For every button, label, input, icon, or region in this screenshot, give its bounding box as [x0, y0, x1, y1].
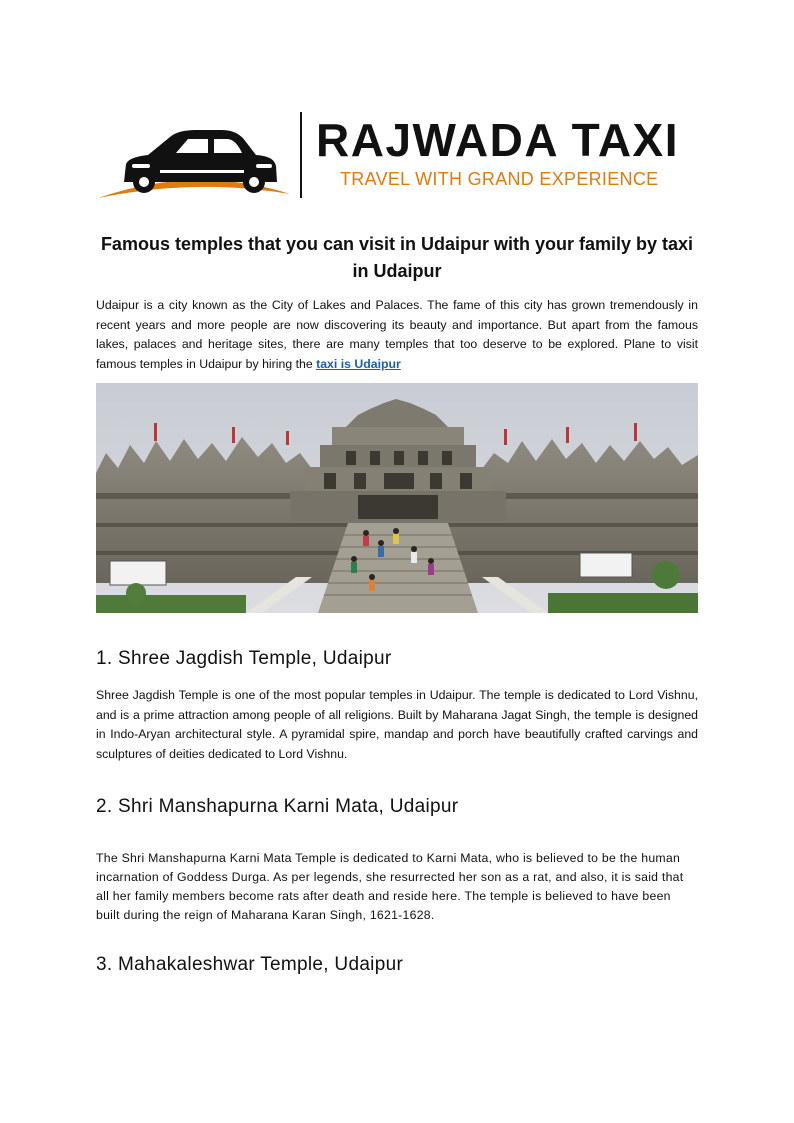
intro-paragraph: [96, 296, 698, 374]
section-body-jagdish: Shree Jagdish Temple is one of the most popular temples in Udaipur. The temple is dedicated to Lord Vishnu, and is a prime attraction among people of all religions. Built by Maharana Jagat Singh, the temple is designed in Indo-Aryan architectural style. A pyramidal spire, mandap and porch have beautifully crafted carvings and sculptures of deities dedicated to Lord Vishnu.: [96, 688, 698, 761]
taxi-udaipur-link[interactable]: taxi is Udaipur: [316, 356, 401, 371]
temple-photo: [96, 383, 698, 613]
section-heading-mahakaleshwar: 3. Mahakaleshwar Temple, Udaipur: [96, 954, 404, 975]
intro-text: Udaipur is a city known as the City of Lakes and Palaces. The fame of this city has grown tremendously in recent years and more people are now discovering its beauty and importance. But apart from the famous lakes, palaces and heritage sites, there are many temples that too deserve to be explored. Plane to visit famous temples in Udaipur by hiring the: [96, 298, 698, 371]
brand-logo: [96, 108, 696, 203]
brand-name: RAJWADA TAXI: [316, 114, 679, 166]
section-body-karni-mata: The Shri Manshapurna Karni Mata Temple is dedicated to Karni Mata, who is believed to be the human incarnation of Goddess Durga. As per legends, she resurrected her son as a rat, and also, it is said that all her family members become rats after death and reside here. The temple is believed to have been built during the reign of Maharana Karan Singh, 1621-1628.: [96, 851, 684, 922]
car-logo-icon: [96, 120, 294, 200]
logo-divider: [300, 112, 302, 198]
section-heading-karni-mata: 2. Shri Manshapurna Karni Mata, Udaipur: [96, 796, 459, 817]
page-title: Famous temples that you can visit in Udaipur with your family by taxi in Udaipur: [100, 234, 694, 281]
section-heading-jagdish: 1. Shree Jagdish Temple, Udaipur: [96, 648, 392, 669]
brand-tagline: TRAVEL WITH GRAND EXPERIENCE: [340, 169, 659, 189]
